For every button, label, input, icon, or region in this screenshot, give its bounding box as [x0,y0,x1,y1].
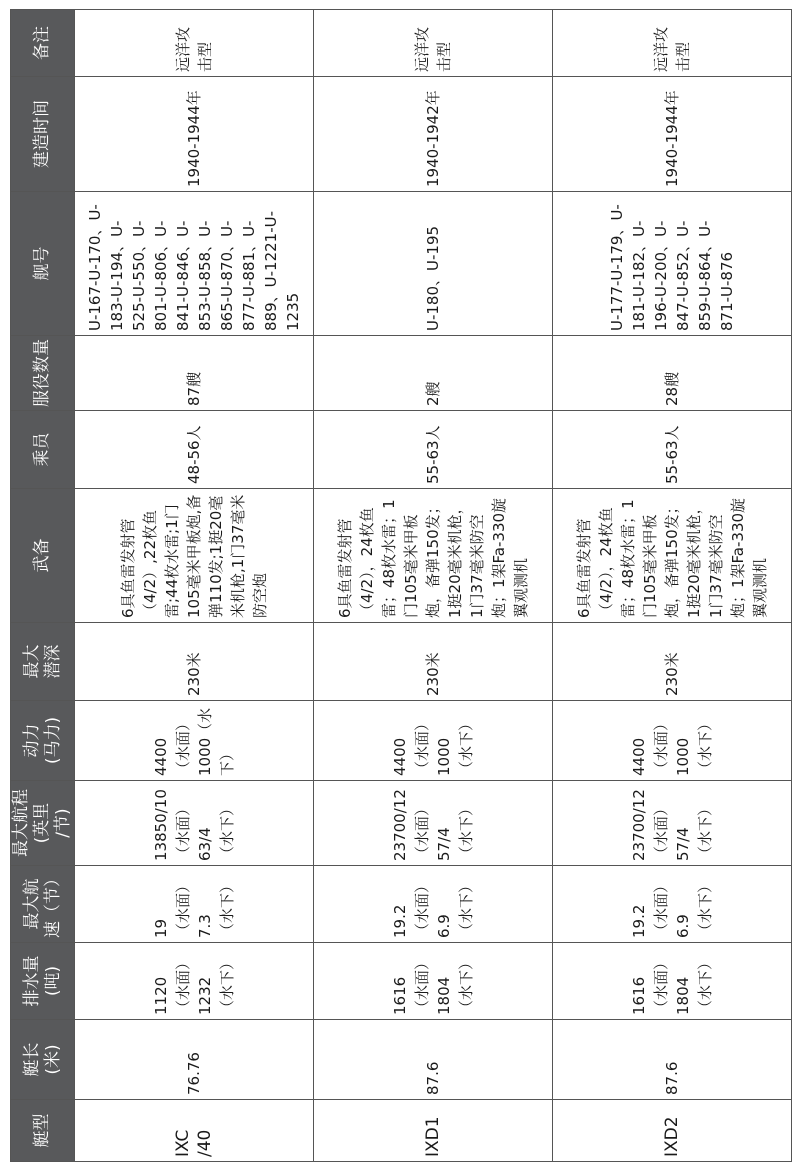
header-line: 服役数量 [32,339,52,407]
ship-type-line: IXD2 [662,1116,682,1157]
power-line: （水面） [174,715,192,776]
power-line: （水面） [413,715,431,776]
header-max-speed [11,866,75,943]
header-service-count [11,336,75,411]
displacement-line: （水面） [174,954,192,1015]
displacement-line: 1616 [391,976,409,1015]
cell-max-range [75,781,314,866]
range-line: （水面） [174,800,192,861]
cell-ship-type [553,1100,792,1162]
cell-power [314,701,553,781]
cell-max-depth [75,623,314,701]
cell-crew [314,411,553,489]
cell-service-count [75,336,314,411]
speed-line: 19 [152,918,170,938]
crew-value: 48-56人 [185,425,203,484]
speed-line: （水面） [413,877,431,938]
cell-length [75,1020,314,1100]
depth-value: 230米 [185,652,203,696]
cell-max-range [314,781,553,866]
speed-line: （水下） [218,877,236,938]
depth-value: 230米 [663,652,681,696]
power-line: 4400 [152,737,170,776]
range-line: 23700/12 [630,789,648,861]
speed-line: 19.2 [391,904,409,938]
table-row [75,10,314,1162]
header-line: 潜深 [42,644,63,679]
power-line: 1000（水 [196,707,214,776]
header-max-range [11,781,75,866]
cell-power [553,701,792,781]
cell-armament [75,489,314,623]
count-value: 28艘 [663,371,681,406]
header-ship-type [11,1100,75,1162]
cell-hull-numbers [553,192,792,336]
header-displacement [11,943,75,1020]
power-line: 1000 [674,737,692,776]
displacement-line: 1804 [674,976,692,1015]
cell-notes [75,10,314,77]
build-period-value: 1940-1944年 [185,90,203,187]
cell-ship-type [75,1100,314,1162]
speed-line: 19.2 [630,904,648,938]
range-line: （水下） [696,800,714,861]
notes-value: 远洋攻击型 [174,26,214,72]
range-line: 23700/12 [391,789,409,861]
range-line: 13850/10 [152,789,170,861]
cell-displacement [553,943,792,1020]
header-line: 武备 [32,538,52,573]
speed-line: （水面） [652,877,670,938]
cell-max-depth [314,623,553,701]
ship-type-line: IXD1 [423,1116,443,1157]
cell-notes [553,10,792,77]
cell-power [75,701,314,781]
cell-max-range [553,781,792,866]
speed-line: （水下） [696,877,714,938]
header-line: 备注 [32,26,52,60]
displacement-line: （水面） [652,954,670,1015]
header-hull-numbers [11,192,75,336]
cell-displacement [314,943,553,1020]
hull-numbers-text: U-167-U-170、U-183-U-194、U-525-U-550、U-801-U-806、U-841-U-846、U-853-U-858、U-865-U-870、U-877-U-881、U-889、U-1221-U-1235 [86,204,302,331]
header-armament [11,489,75,623]
displacement-line: （水下） [218,954,236,1015]
range-line: （水面） [652,800,670,861]
cell-service-count [553,336,792,411]
power-line: 下） [218,745,236,776]
crew-value: 55-63人 [663,425,681,484]
cell-notes [314,10,553,77]
hull-numbers-text: U-180、U-195 [424,225,442,331]
length-value: 76.76 [185,1052,203,1095]
speed-line: 7.3 [196,914,214,938]
notes-value: 远洋攻击型 [413,26,453,72]
speed-line: 6.9 [674,914,692,938]
cell-length [314,1020,553,1100]
header-build-period [11,77,75,192]
cell-ship-type [314,1100,553,1162]
range-line: （水下） [457,800,475,861]
header-line: (米) [42,1044,63,1075]
table-row [314,10,553,1162]
header-line: (英里 [32,802,52,844]
speed-line: （水下） [457,877,475,938]
header-line: 最大 [21,644,42,679]
header-line: 艇长 [21,1042,42,1077]
cell-crew [553,411,792,489]
speed-line: （水面） [174,877,192,938]
cell-crew [75,411,314,489]
header-line: 速（节） [42,870,63,938]
header-max-depth [11,623,75,701]
speed-line: 6.9 [435,914,453,938]
header-row [11,10,75,1162]
range-line: （水下） [218,800,236,861]
armament-text: 6具鱼雷发射管（4/2）,22枚鱼雷;44枚水雷;1门105毫米甲板炮,备弹110发;1挺20毫米机枪,1门37毫米防空炮 [119,494,269,618]
header-line: (马力) [42,716,63,765]
power-line: 4400 [391,737,409,776]
depth-value: 230米 [424,652,442,696]
count-value: 87艘 [185,371,203,406]
build-period-value: 1940-1944年 [663,90,681,187]
displacement-line: 1120 [152,976,170,1015]
notes-value: 远洋攻击型 [652,26,692,72]
header-line: 舰号 [32,246,52,281]
cell-hull-numbers [75,192,314,336]
displacement-line: （水下） [457,954,475,1015]
cell-build-period [314,77,553,192]
header-length [11,1020,75,1100]
cell-displacement [75,943,314,1020]
cell-length [553,1020,792,1100]
header-power [11,701,75,781]
armament-text: 6具鱼雷发射管（4/2），24枚鱼雷；48枚水雷；1门105毫米甲板炮，备弹150发；1挺20毫米机枪，1门37毫米防空炮；1架Fa-330旋翼观测机 [336,497,530,618]
cell-service-count [314,336,553,411]
cell-hull-numbers [314,192,553,336]
header-line: 排水量 [21,955,42,1007]
hull-numbers-text: U-177-U-179、U-181-U-182、U-196-U-200、U-847-U-852、U-859-U-864、U-871-U-876 [608,204,736,331]
table-row [553,10,792,1162]
range-line: 57/4 [435,827,453,861]
displacement-line: （水面） [413,954,431,1015]
armament-text: 6具鱼雷发射管（4/2），24枚鱼雷；48枚水雷；1门105毫米甲板炮，备弹150发；1挺20毫米机枪，1门37毫米防空炮；1架Fa-330旋翼观测机 [575,497,769,618]
displacement-line: 1232 [196,976,214,1015]
cell-build-period [75,77,314,192]
build-period-value: 1940-1942年 [424,90,442,187]
count-value: 2艘 [424,381,442,406]
power-line: （水下） [457,715,475,776]
range-line: 57/4 [674,827,692,861]
displacement-line: 1804 [435,976,453,1015]
length-value: 87.6 [424,1061,442,1095]
cell-armament [553,489,792,623]
cell-max-speed [75,866,314,943]
displacement-line: 1616 [630,976,648,1015]
cell-build-period [553,77,792,192]
power-line: 1000 [435,737,453,776]
header-line: 艇型 [32,1113,52,1148]
header-line: /节) [53,808,73,838]
power-line: （水面） [652,715,670,776]
cell-armament [314,489,553,623]
range-line: （水面） [413,800,431,861]
power-line: 4400 [630,737,648,776]
cell-max-speed [553,866,792,943]
header-line: 动力 [21,723,42,758]
power-line: （水下） [696,715,714,776]
ship-type-line: IXC [173,1129,193,1157]
header-line: 最大航程 [11,789,31,857]
cell-max-speed [314,866,553,943]
rotated-table-wrapper [10,10,792,1162]
cell-max-depth [553,623,792,701]
length-value: 87.6 [663,1061,681,1095]
header-line: 最大航 [21,878,42,930]
ship-type-line: /40 [195,1129,215,1157]
crew-value: 55-63人 [424,425,442,484]
header-crew [11,411,75,489]
header-notes [11,10,75,77]
header-line: 建造时间 [32,100,52,168]
header-line: 乘员 [32,432,52,467]
range-line: 63/4 [196,827,214,861]
displacement-line: （水下） [696,954,714,1015]
submarine-spec-table [10,9,792,1162]
header-line: (吨) [42,965,63,997]
